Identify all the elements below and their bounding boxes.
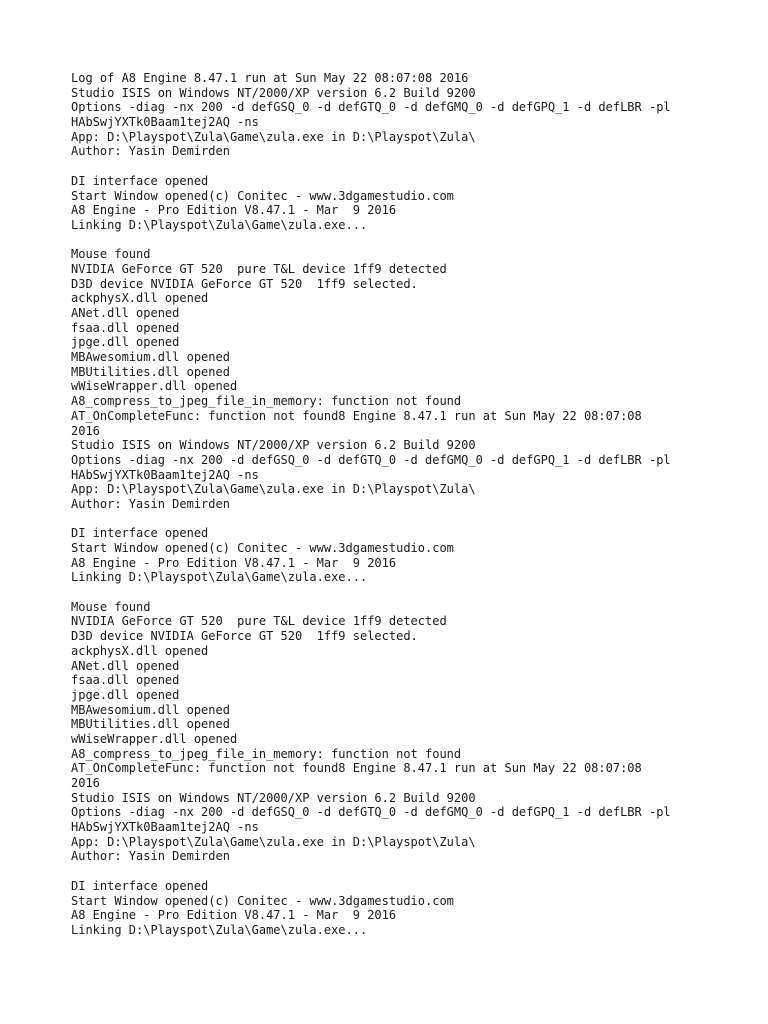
log-line: Options -diag -nx 200 -d defGSQ_0 -d defGTQ_0 -d defGMQ_0 -d defGPQ_1 -d defLBR -pl bbox=[71, 452, 671, 467]
log-line: ackphysX.dll opened bbox=[71, 643, 209, 658]
log-line: 2016 bbox=[71, 776, 100, 790]
log-line: Start Window opened(c) Conitec - www.3dgamestudio.com bbox=[71, 541, 454, 555]
log-line: 2016 bbox=[71, 423, 100, 438]
log-line: A8 Engine - Pro Edition V8.47.1 - Mar 9 2016 bbox=[71, 555, 397, 570]
log-line: MBUtilities.dll opened bbox=[71, 364, 230, 379]
log-line: Author: Yasin Demirden bbox=[71, 144, 230, 159]
log-line: A8 Engine - Pro Edition V8.47.1 - Mar 9 2016 bbox=[71, 908, 397, 923]
log-line: Studio ISIS on Windows NT/2000/XP version 6.2 Build 9200 bbox=[71, 438, 476, 453]
log-line: DI interface opened bbox=[71, 526, 209, 541]
log-line: MBAwesomium.dll opened bbox=[71, 350, 230, 365]
log-line: jpge.dll opened bbox=[71, 335, 180, 350]
log-blank-line bbox=[71, 233, 671, 248]
log-line: Studio ISIS on Windows NT/2000/XP version 6.2 Build 9200 bbox=[71, 790, 476, 805]
log-line: Start Window opened(c) Conitec - www.3dgamestudio.com bbox=[71, 893, 454, 908]
log-blank-line bbox=[71, 585, 671, 600]
log-line: DI interface opened bbox=[71, 173, 209, 188]
log-line: NVIDIA GeForce GT 520 pure T&L device 1ff9 detected bbox=[71, 614, 447, 629]
log-line: Linking D:\Playspot\Zula\Game\zula.exe... bbox=[71, 217, 368, 232]
log-line: D3D device NVIDIA GeForce GT 520 1ff9 selected. bbox=[71, 629, 418, 644]
log-line: HAbSwjYXTk0Baam1tej2AQ -ns bbox=[71, 115, 259, 130]
log-line: fsaa.dll opened bbox=[71, 673, 180, 688]
log-document bbox=[71, 71, 671, 938]
log-line: Options -diag -nx 200 -d defGSQ_0 -d defGTQ_0 -d defGMQ_0 -d defGPQ_1 -d defLBR -pl bbox=[71, 805, 671, 820]
log-line: ackphysX.dll opened bbox=[71, 291, 209, 306]
log-line: AT_OnCompleteFunc: function not found8 Engine 8.47.1 run at Sun May 22 08:07:08 bbox=[71, 761, 642, 776]
log-line: Studio ISIS on Windows NT/2000/XP version 6.2 Build 9200 bbox=[71, 85, 476, 100]
log-line: wWiseWrapper.dll opened bbox=[71, 379, 238, 394]
log-line: Linking D:\Playspot\Zula\Game\zula.exe... bbox=[71, 922, 368, 937]
log-line: MBAwesomium.dll opened bbox=[71, 702, 230, 717]
log-line: fsaa.dll opened bbox=[71, 320, 180, 335]
log-line: App: D:\Playspot\Zula\Game\zula.exe in D:\Playspot\Zula\ bbox=[71, 482, 476, 497]
log-line: Linking D:\Playspot\Zula\Game\zula.exe... bbox=[71, 570, 368, 585]
log-line: wWiseWrapper.dll opened bbox=[71, 731, 238, 746]
log-line: ANet.dll opened bbox=[71, 306, 180, 320]
log-line: Author: Yasin Demirden bbox=[71, 849, 230, 864]
log-line: Log of A8 Engine 8.47.1 run at Sun May 22 08:07:08 2016 bbox=[71, 71, 469, 85]
log-line: ANet.dll opened bbox=[71, 658, 180, 673]
log-line: A8_compress_to_jpeg_file_in_memory: function not found bbox=[71, 394, 462, 409]
log-line: App: D:\Playspot\Zula\Game\zula.exe in D:\Playspot\Zula\ bbox=[71, 129, 476, 144]
log-line: HAbSwjYXTk0Baam1tej2AQ -ns bbox=[71, 820, 259, 835]
log-line: Mouse found bbox=[71, 247, 151, 262]
log-line: DI interface opened bbox=[71, 878, 209, 893]
log-line: Start Window opened(c) Conitec - www.3dgamestudio.com bbox=[71, 188, 454, 203]
log-line: MBUtilities.dll opened bbox=[71, 717, 230, 732]
log-line: Mouse found bbox=[71, 599, 151, 614]
log-line: A8_compress_to_jpeg_file_in_memory: function not found bbox=[71, 746, 462, 761]
log-blank-line bbox=[71, 512, 671, 527]
log-blank-line bbox=[71, 159, 671, 174]
log-line: AT_OnCompleteFunc: function not found8 Engine 8.47.1 run at Sun May 22 08:07:08 bbox=[71, 408, 642, 423]
log-line: App: D:\Playspot\Zula\Game\zula.exe in D:\Playspot\Zula\ bbox=[71, 834, 476, 849]
log-line: Options -diag -nx 200 -d defGSQ_0 -d defGTQ_0 -d defGMQ_0 -d defGPQ_1 -d defLBR -pl bbox=[71, 100, 671, 115]
log-line: D3D device NVIDIA GeForce GT 520 1ff9 selected. bbox=[71, 276, 418, 291]
log-line: A8 Engine - Pro Edition V8.47.1 - Mar 9 2016 bbox=[71, 203, 397, 218]
log-line: jpge.dll opened bbox=[71, 687, 180, 702]
log-line: Author: Yasin Demirden bbox=[71, 496, 230, 511]
log-line: HAbSwjYXTk0Baam1tej2AQ -ns bbox=[71, 467, 259, 482]
log-blank-line bbox=[71, 864, 671, 879]
log-line: NVIDIA GeForce GT 520 pure T&L device 1ff9 detected bbox=[71, 261, 447, 276]
